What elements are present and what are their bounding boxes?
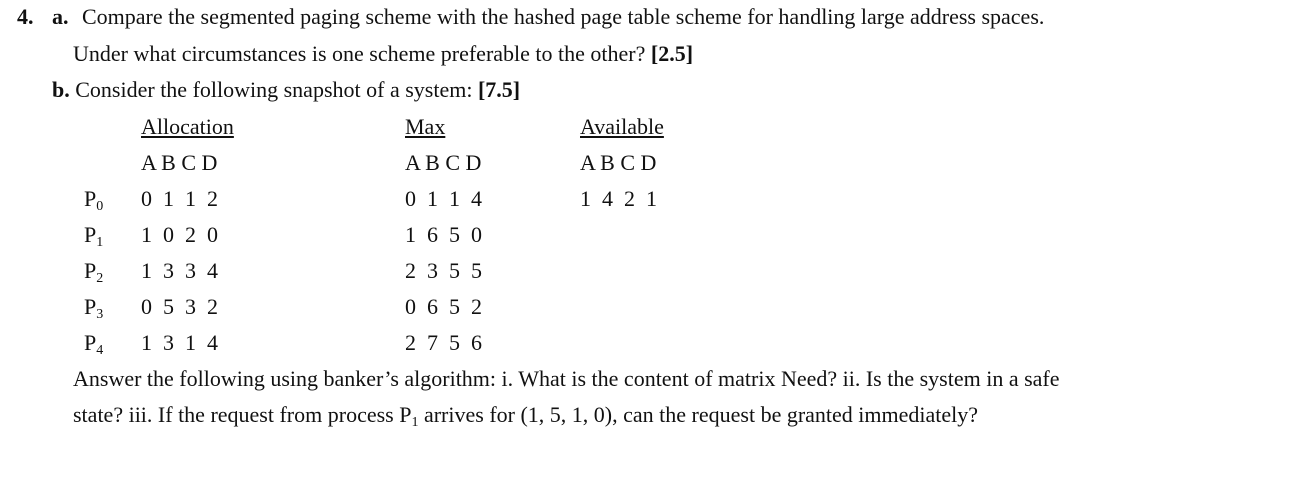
part-a-line2	[73, 41, 693, 67]
process-label-p2: $P_2$	[84, 258, 104, 286]
part-b-marks: [7.5]	[477, 77, 521, 102]
columns-max: A B C D	[405, 150, 482, 175]
part-b-label: b.	[52, 77, 70, 102]
process-label-p1: $P_1$	[84, 222, 104, 250]
allocation-row-p1: 1 0 2 0	[141, 222, 218, 247]
part-b-intro: Consider the following snapshot of a system:	[75, 77, 473, 102]
header-allocation: Allocation	[141, 114, 234, 139]
answer-line1: Answer the following using banker’s algorithm: i. What is the content of matrix Need? ii. Is the system in a safe	[73, 366, 1060, 391]
process-label-p3: $P_3$	[84, 294, 104, 322]
max-row-p2: 2 3 5 5	[405, 258, 482, 283]
question-number: 4.	[17, 4, 34, 29]
max-row-p4: 2 7 5 6	[405, 330, 482, 355]
part-b-line	[52, 77, 520, 103]
answer-line2-before: state? iii. If the request from process P	[73, 402, 412, 427]
process-label-p4: $P_4$	[84, 330, 104, 358]
max-row-p3: 0 6 5 2	[405, 294, 482, 319]
available-row: 1 4 2 1	[580, 186, 657, 211]
part-a-line1: Compare the segmented paging scheme with the hashed page table scheme for handling large address spaces.	[82, 4, 1045, 29]
part-a-label: a.	[52, 4, 69, 29]
answer-line2	[73, 402, 978, 428]
max-row-p1: 1 6 5 0	[405, 222, 482, 247]
allocation-row-p0: 0 1 1 2	[141, 186, 218, 211]
header-available: Available	[580, 114, 664, 139]
columns-available: A B C D	[580, 150, 657, 175]
allocation-row-p4: 1 3 1 4	[141, 330, 218, 355]
part-a-marks: [2.5]	[650, 41, 694, 66]
part-a-line2-text: Under what circumstances is one scheme preferable to the other?	[73, 41, 646, 66]
allocation-row-p2: 1 3 3 4	[141, 258, 218, 283]
header-max: Max	[405, 114, 446, 139]
columns-allocation: A B C D	[141, 150, 218, 175]
max-row-p0: 0 1 1 4	[405, 186, 482, 211]
allocation-row-p3: 0 5 3 2	[141, 294, 218, 319]
answer-line2-sub: 1	[411, 415, 419, 430]
process-label-p0: $P_0$	[84, 186, 104, 214]
answer-line2-after: arrives for (1, 5, 1, 0), can the request be granted immediately?	[418, 402, 979, 427]
